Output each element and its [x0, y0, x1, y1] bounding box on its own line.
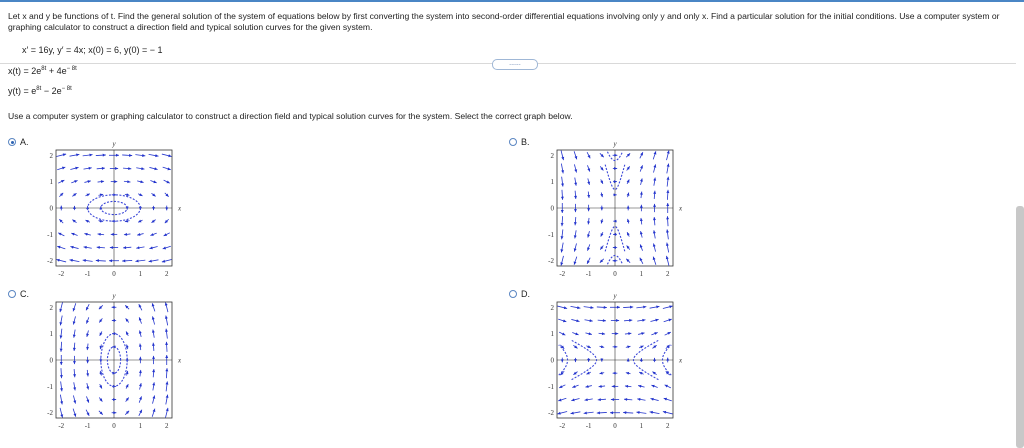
x-axis-label: x: [679, 204, 683, 213]
x-tick-label: -2: [58, 270, 65, 278]
x-tick-label: 0: [613, 270, 617, 278]
y-tick-label: 1: [550, 178, 554, 187]
y-tick-label: 0: [550, 204, 554, 213]
x-tick-label: 2: [164, 270, 169, 278]
y-tick-label: 2: [550, 303, 554, 312]
x-solution-label: x(t) =: [8, 66, 29, 76]
option-d-radio[interactable]: [509, 290, 517, 298]
x-tick-label: -1: [585, 422, 592, 430]
y-tick-label: 2: [550, 151, 554, 160]
graph-c-svg: [36, 290, 186, 436]
y-tick-label: -1: [548, 230, 554, 239]
y-tick-label: -2: [548, 257, 554, 266]
x-tick-label: 2: [164, 422, 169, 430]
problem-statement: Let x and y be functions of t. Find the general solution of the system of equations below by first converting the system into second-order differential equations involving only y and only x. Find a particular solution for the initial conditions. Use a computer system or graphing calculator to construct a direction field and typical solution curves for the given system.: [8, 11, 1000, 32]
y-solution-exp1: 8t: [36, 86, 42, 92]
x-tick-label: -2: [559, 422, 566, 430]
y-tick-label: 1: [49, 330, 53, 339]
top-accent-line: [0, 0, 1024, 2]
option-b-label: B.: [521, 137, 530, 147]
option-c-label: C.: [20, 289, 29, 299]
graph-a[interactable]: [36, 138, 186, 289]
y-tick-label: 0: [550, 356, 554, 365]
graph-a-svg: [36, 138, 186, 284]
y-axis-label: y: [112, 140, 116, 148]
expand-button[interactable]: ......: [492, 59, 538, 70]
option-d-label: D.: [521, 289, 530, 299]
option-d[interactable]: [509, 289, 530, 299]
graph-d[interactable]: [537, 290, 687, 441]
y-tick-label: 0: [49, 356, 53, 365]
y-tick-label: 1: [49, 178, 53, 187]
graph-b[interactable]: [537, 138, 687, 289]
option-c[interactable]: [8, 289, 29, 299]
option-b-radio[interactable]: [509, 138, 517, 146]
y-tick-label: -2: [47, 257, 53, 266]
option-a[interactable]: [8, 137, 29, 147]
y-tick-label: -2: [548, 409, 554, 418]
x-axis-label: x: [679, 356, 683, 365]
y-solution: [8, 86, 72, 96]
option-b[interactable]: [509, 137, 530, 147]
x-axis-label: x: [178, 204, 182, 213]
y-tick-label: -1: [548, 382, 554, 391]
x-tick-label: -1: [84, 270, 91, 278]
x-tick-label: -2: [58, 422, 65, 430]
x-tick-label: 1: [639, 270, 644, 278]
x-tick-label: -2: [559, 270, 566, 278]
vertical-scrollbar[interactable]: [1016, 206, 1024, 448]
x-solution-term1: 2e: [31, 66, 42, 76]
x-tick-label: -1: [84, 422, 91, 430]
x-tick-label: -1: [585, 270, 592, 278]
y-solution-term2: − 2e: [43, 86, 62, 96]
y-axis-label: y: [613, 292, 617, 300]
system-equations: x′ = 16y, y′ = 4x; x(0) = 6, y(0) = − 1: [22, 45, 163, 55]
graph-prompt: Use a computer system or graphing calculator to construct a direction field and typical solution curves for the system. Select the correct graph below.: [8, 111, 573, 121]
x-axis-label: x: [178, 356, 182, 365]
y-tick-label: 2: [49, 151, 53, 160]
graph-d-svg: [537, 290, 687, 436]
y-tick-label: -2: [47, 409, 53, 418]
x-tick-label: 0: [112, 422, 116, 430]
x-solution: [8, 66, 77, 76]
y-solution-exp2: − 8t: [61, 86, 72, 92]
graph-b-svg: [537, 138, 687, 284]
x-tick-label: 0: [112, 270, 116, 278]
option-a-radio[interactable]: [8, 138, 16, 146]
y-tick-label: -1: [47, 230, 53, 239]
x-solution-exp2: − 8t: [66, 66, 77, 72]
x-tick-label: 0: [613, 422, 617, 430]
x-tick-label: 2: [665, 422, 670, 430]
x-solution-exp1: 8t: [41, 66, 47, 72]
y-solution-term1: e: [31, 86, 37, 96]
graph-c[interactable]: [36, 290, 186, 441]
x-tick-label: 2: [665, 270, 670, 278]
x-tick-label: 1: [138, 270, 143, 278]
y-tick-label: 2: [49, 303, 53, 312]
y-tick-label: 0: [49, 204, 53, 213]
x-solution-term2: + 4e: [48, 66, 67, 76]
x-tick-label: 1: [639, 422, 644, 430]
option-c-radio[interactable]: [8, 290, 16, 298]
y-tick-label: -1: [47, 382, 53, 391]
y-axis-label: y: [112, 292, 116, 300]
option-a-label: A.: [20, 137, 29, 147]
y-solution-label: y(t) =: [8, 86, 29, 96]
y-axis-label: y: [613, 140, 617, 148]
x-tick-label: 1: [138, 422, 143, 430]
y-tick-label: 1: [550, 330, 554, 339]
